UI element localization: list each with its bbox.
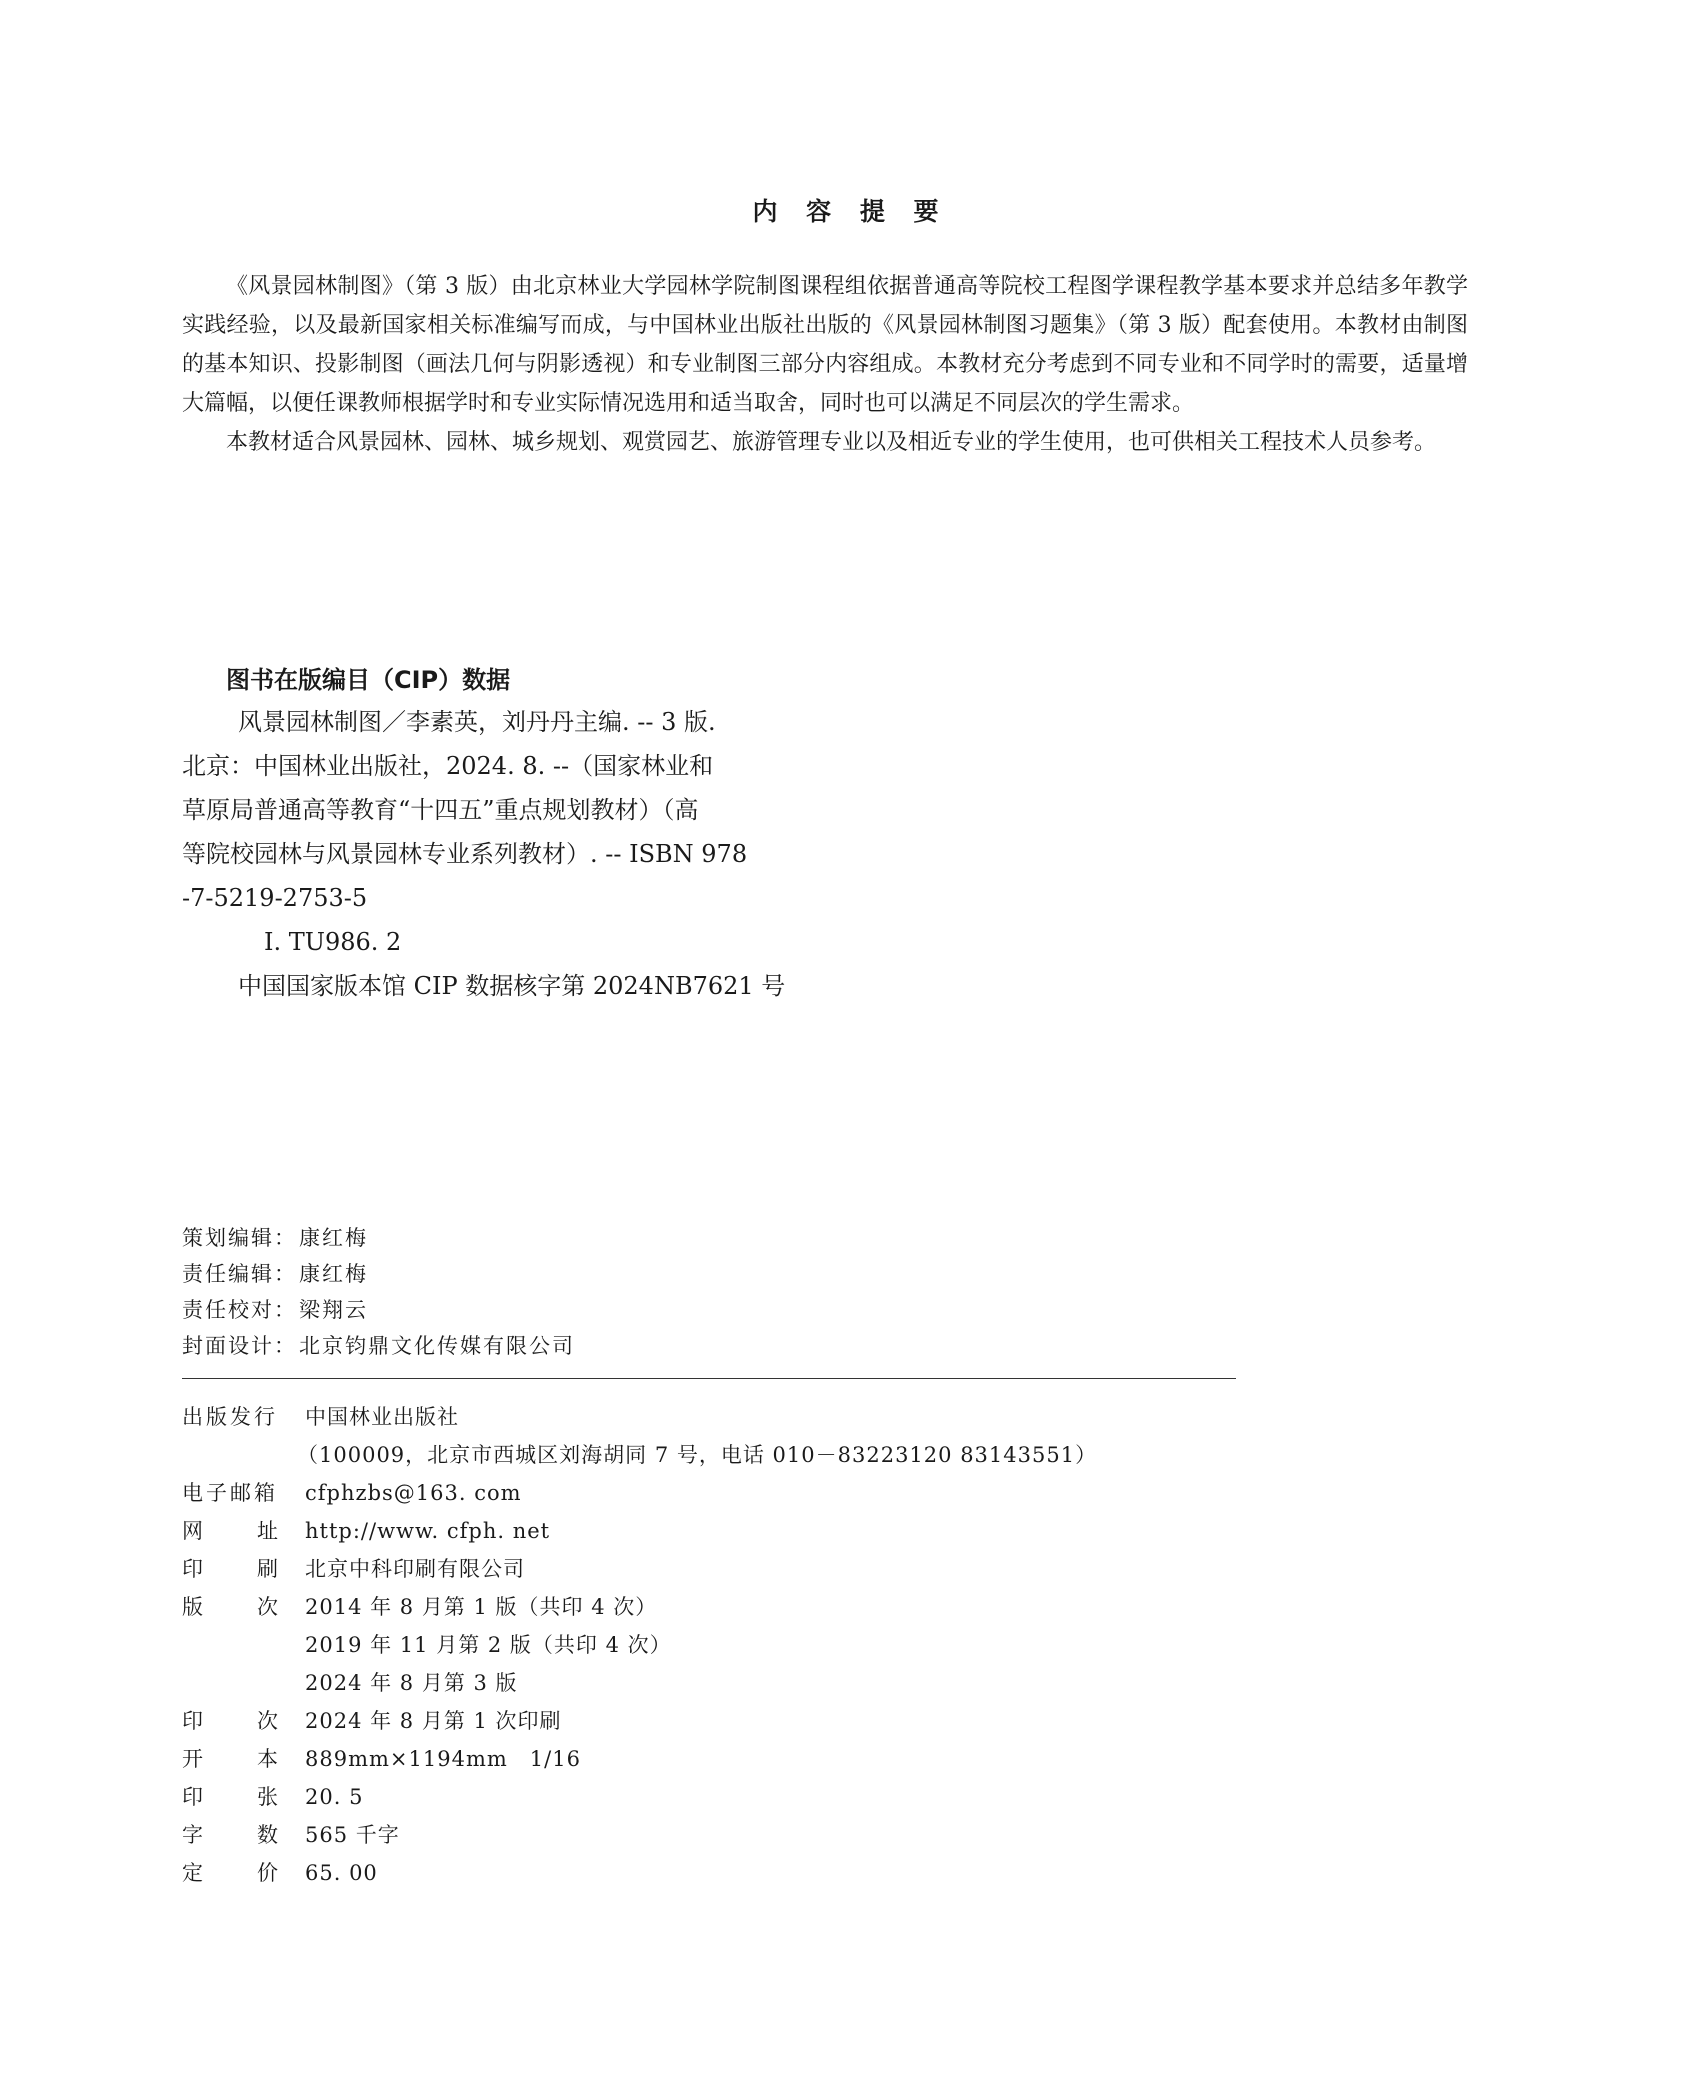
summary-title: 内 容 提 要 — [752, 197, 949, 226]
credits-list — [182, 1220, 575, 1364]
publisher-name: 中国林业出版社 — [305, 1405, 459, 1429]
label-char: 印 — [182, 1709, 203, 1733]
pub-label: 出版发行 — [182, 1405, 278, 1429]
pub-label — [182, 1550, 278, 1588]
words-value: 565 千字 — [305, 1823, 400, 1847]
credit-row — [182, 1220, 575, 1256]
credit-label: 责任编辑 — [182, 1262, 274, 1286]
credit-value: 康红梅 — [299, 1226, 368, 1250]
label-char: 数 — [257, 1823, 278, 1847]
summary-section — [182, 267, 1468, 462]
label-char: 印 — [182, 1557, 203, 1581]
cip-line: 草原局普通高等教育“十四五”重点规划教材）（高 — [182, 796, 699, 824]
divider — [182, 1378, 1236, 1379]
label-char: 刷 — [257, 1557, 278, 1581]
cip-classification: Ⅰ. TU986. 2 — [264, 928, 402, 956]
credit-value: 梁翔云 — [299, 1298, 368, 1322]
label-char: 网 — [182, 1519, 203, 1543]
label-char: 本 — [257, 1747, 278, 1771]
pub-label — [182, 1588, 278, 1626]
label-char: 开 — [182, 1747, 203, 1771]
printing-value: 2024 年 8 月第 1 次印刷 — [305, 1709, 562, 1733]
credit-row — [182, 1328, 575, 1364]
pub-label — [182, 1702, 278, 1740]
credit-row — [182, 1256, 575, 1292]
pub-label — [182, 1778, 278, 1816]
pub-label: 电子邮箱 — [182, 1481, 278, 1505]
sheets-value: 20. 5 — [305, 1785, 364, 1809]
label-char: 次 — [257, 1595, 278, 1619]
cip-line: 等院校园林与风景园林专业系列教材）. -- ISBN 978 — [182, 840, 748, 868]
email-value: cfphzbs@163. com — [305, 1481, 522, 1505]
credit-label: 责任校对 — [182, 1298, 274, 1322]
label-char: 价 — [257, 1861, 278, 1885]
summary-paragraph: 《风景园林制图》（第 3 版）由北京林业大学园林学院制图课程组依据普通高等院校工程图学课程教学基本要求并总结多年教学实践经验，以及最新国家相关标准编写而成，与中国林业出版社出版的《风景园林制图习题集》（第 3 版）配套使用。本教材由制图的基本知识、投影制图（画法几何与阴影透视）和专业制图三部分内容组成。本教材充分考虑到不同专业和不同学时的需要，适量增大篇幅，以便任课教师根据学时和专业实际情况选用和适当取舍，同时也可以满足不同层次的学生需求。 — [182, 274, 1468, 416]
label-char: 字 — [182, 1823, 203, 1847]
website-link[interactable]: http://www. cfph. net — [305, 1519, 551, 1543]
cip-line: 风景园林制图／李素英，刘丹丹主编. -- 3 版. — [238, 708, 716, 736]
pub-label — [182, 1512, 278, 1550]
pub-label — [182, 1740, 278, 1778]
pub-label — [182, 1854, 278, 1892]
edition-value: 2019 年 11 月第 2 版（共印 4 次） — [305, 1633, 672, 1657]
cip-line: 北京：中国林业出版社，2024. 8. --（国家林业和 — [182, 752, 714, 780]
credit-separator: ： — [274, 1226, 297, 1250]
printer-value: 北京中科印刷有限公司 — [305, 1557, 525, 1581]
label-char: 定 — [182, 1861, 203, 1885]
label-char: 张 — [257, 1785, 278, 1809]
label-char: 版 — [182, 1595, 203, 1619]
label-char: 次 — [257, 1709, 278, 1733]
format-value: 889mm×1194mm 1/16 — [305, 1747, 581, 1771]
credit-value: 北京钧鼎文化传媒有限公司 — [299, 1334, 575, 1358]
edition-value: 2014 年 8 月第 1 版（共印 4 次） — [305, 1595, 658, 1619]
credit-separator: ： — [274, 1262, 297, 1286]
cip-title: 图书在版编目（CIP）数据 — [226, 666, 511, 694]
edition-value: 2024 年 8 月第 3 版 — [305, 1671, 518, 1695]
credit-separator: ： — [274, 1334, 297, 1358]
credit-row — [182, 1292, 575, 1328]
summary-paragraph: 本教材适合风景园林、园林、城乡规划、观赏园艺、旅游管理专业以及相近专业的学生使用，也可供相关工程技术人员参考。 — [226, 430, 1437, 455]
credit-value: 康红梅 — [299, 1262, 368, 1286]
credit-label: 策划编辑 — [182, 1226, 274, 1250]
label-char: 址 — [257, 1519, 278, 1543]
cip-approval: 中国国家版本馆 CIP 数据核字第 2024NB7621 号 — [238, 972, 786, 1000]
credit-label: 封面设计 — [182, 1334, 274, 1358]
cip-record — [182, 700, 882, 1008]
pub-label — [182, 1816, 278, 1854]
publisher-address: （100009，北京市西城区刘海胡同 7 号，电话 010－83223120 83143551） — [297, 1443, 1098, 1467]
price-value: 65. 00 — [305, 1861, 378, 1885]
credit-separator: ： — [274, 1298, 297, 1322]
label-char: 印 — [182, 1785, 203, 1809]
cip-line: -7-5219-2753-5 — [182, 884, 368, 912]
